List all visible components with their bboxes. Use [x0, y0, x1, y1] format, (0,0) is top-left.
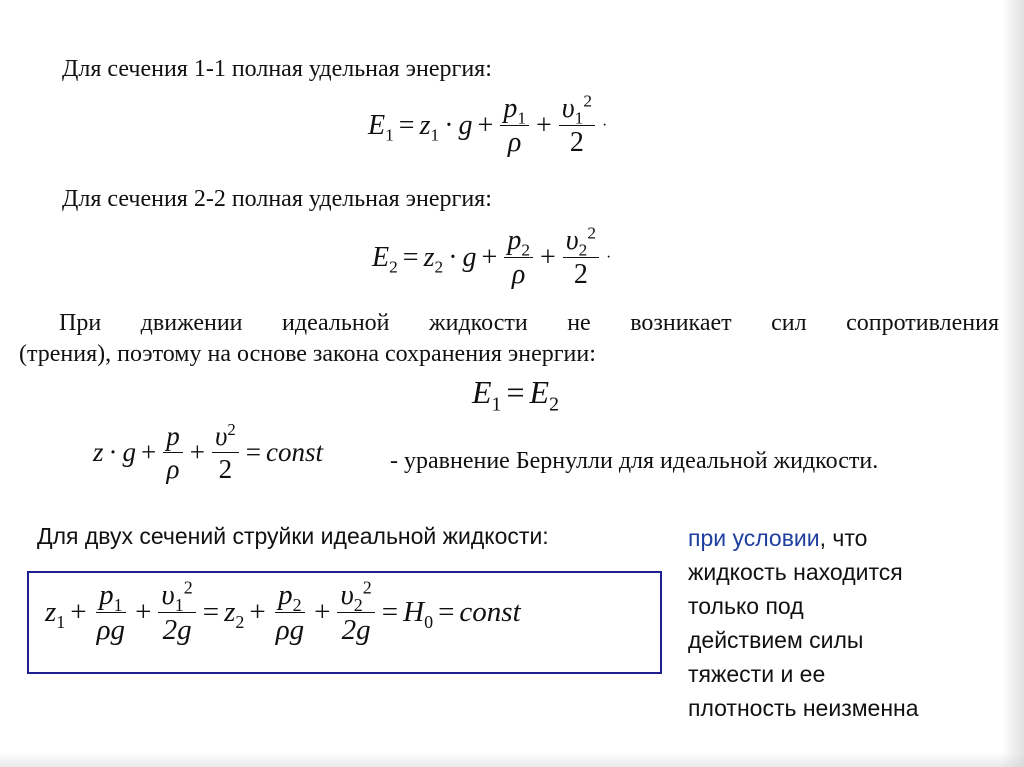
fraction-p2-rho: $\frac{p_2}{\rho}$	[504, 226, 533, 290]
condition-accent: при условии	[688, 525, 820, 551]
section-2-text: Для сечения 2-2 полная удельная энергия:	[62, 186, 492, 212]
paragraph-line-2: (трения), поэтому на основе закона сохранения энергии:	[19, 341, 596, 367]
bernoulli-caption: - уравнение Бернулли для идеальной жидкости.	[390, 448, 879, 474]
fraction-p1-rho: $\frac{p_1}{\rho}$	[500, 94, 529, 158]
paragraph-line-1: При движении идеальной жидкости не возникает сил сопротивления	[59, 310, 999, 336]
page-edge-shadow-bottom	[0, 753, 1024, 767]
section-1-text: Для сечения 1-1 полная удельная энергия:	[62, 56, 492, 82]
condition-text: при условии, что жидкость находится только под действием силы тяжести и ее плотность неизменна	[688, 525, 919, 721]
fraction-v2-2g: $\frac{\upsilon_2^2}{2g}$	[337, 580, 374, 646]
energy-conservation-paragraph	[19, 308, 999, 370]
page-edge-shadow-right	[1002, 0, 1024, 767]
fraction-v1-2: $\frac{\upsilon_1^2}{2}$	[559, 94, 595, 158]
equation-e1-equals-e2: $E_1$ = $E_2$	[472, 374, 559, 416]
equation-e2: $E_2$ = $z_2$ · g + $\frac{p_2}{\rho}$ + $\frac{\upsilon_2^2}{2}$ ·	[372, 223, 612, 291]
fraction-v1-2g: $\frac{\upsilon_1^2}{2g}$	[158, 580, 195, 646]
two-sections-title: Для двух сечений струйки идеальной жидкости:	[37, 523, 549, 549]
fraction-p-rho: $\frac{p}{\rho}$	[163, 422, 183, 484]
fraction-v2-2: $\frac{\upsilon_2^2}{2}$	[563, 226, 599, 290]
fraction-p1-rhog: $\frac{p_1}{\rho g}$	[96, 579, 126, 647]
fraction-v-2: $\frac{\upsilon^2}{2}$	[212, 422, 239, 484]
equation-e1: $E_1$ = $z_1$ · g + $\frac{p_1}{\rho}$ + $\frac{\upsilon_1^2}{2}$ ·	[368, 91, 608, 159]
bernoulli-two-sections-equation: $z_1$ + $\frac{p_1}{\rho g}$ + $\frac{\upsilon_1^2}{2g}$ = $z_2$ + $\frac{p_2}{\rho g}$ + $\frac{\upsilon_2^2}{2g}$ = $H_0$ = const	[45, 577, 521, 647]
fraction-p2-rhog: $\frac{p_2}{\rho g}$	[275, 579, 305, 647]
bernoulli-equation: z · g + $\frac{p}{\rho}$ + $\frac{\upsilon^2}{2}$ = const	[93, 420, 323, 485]
